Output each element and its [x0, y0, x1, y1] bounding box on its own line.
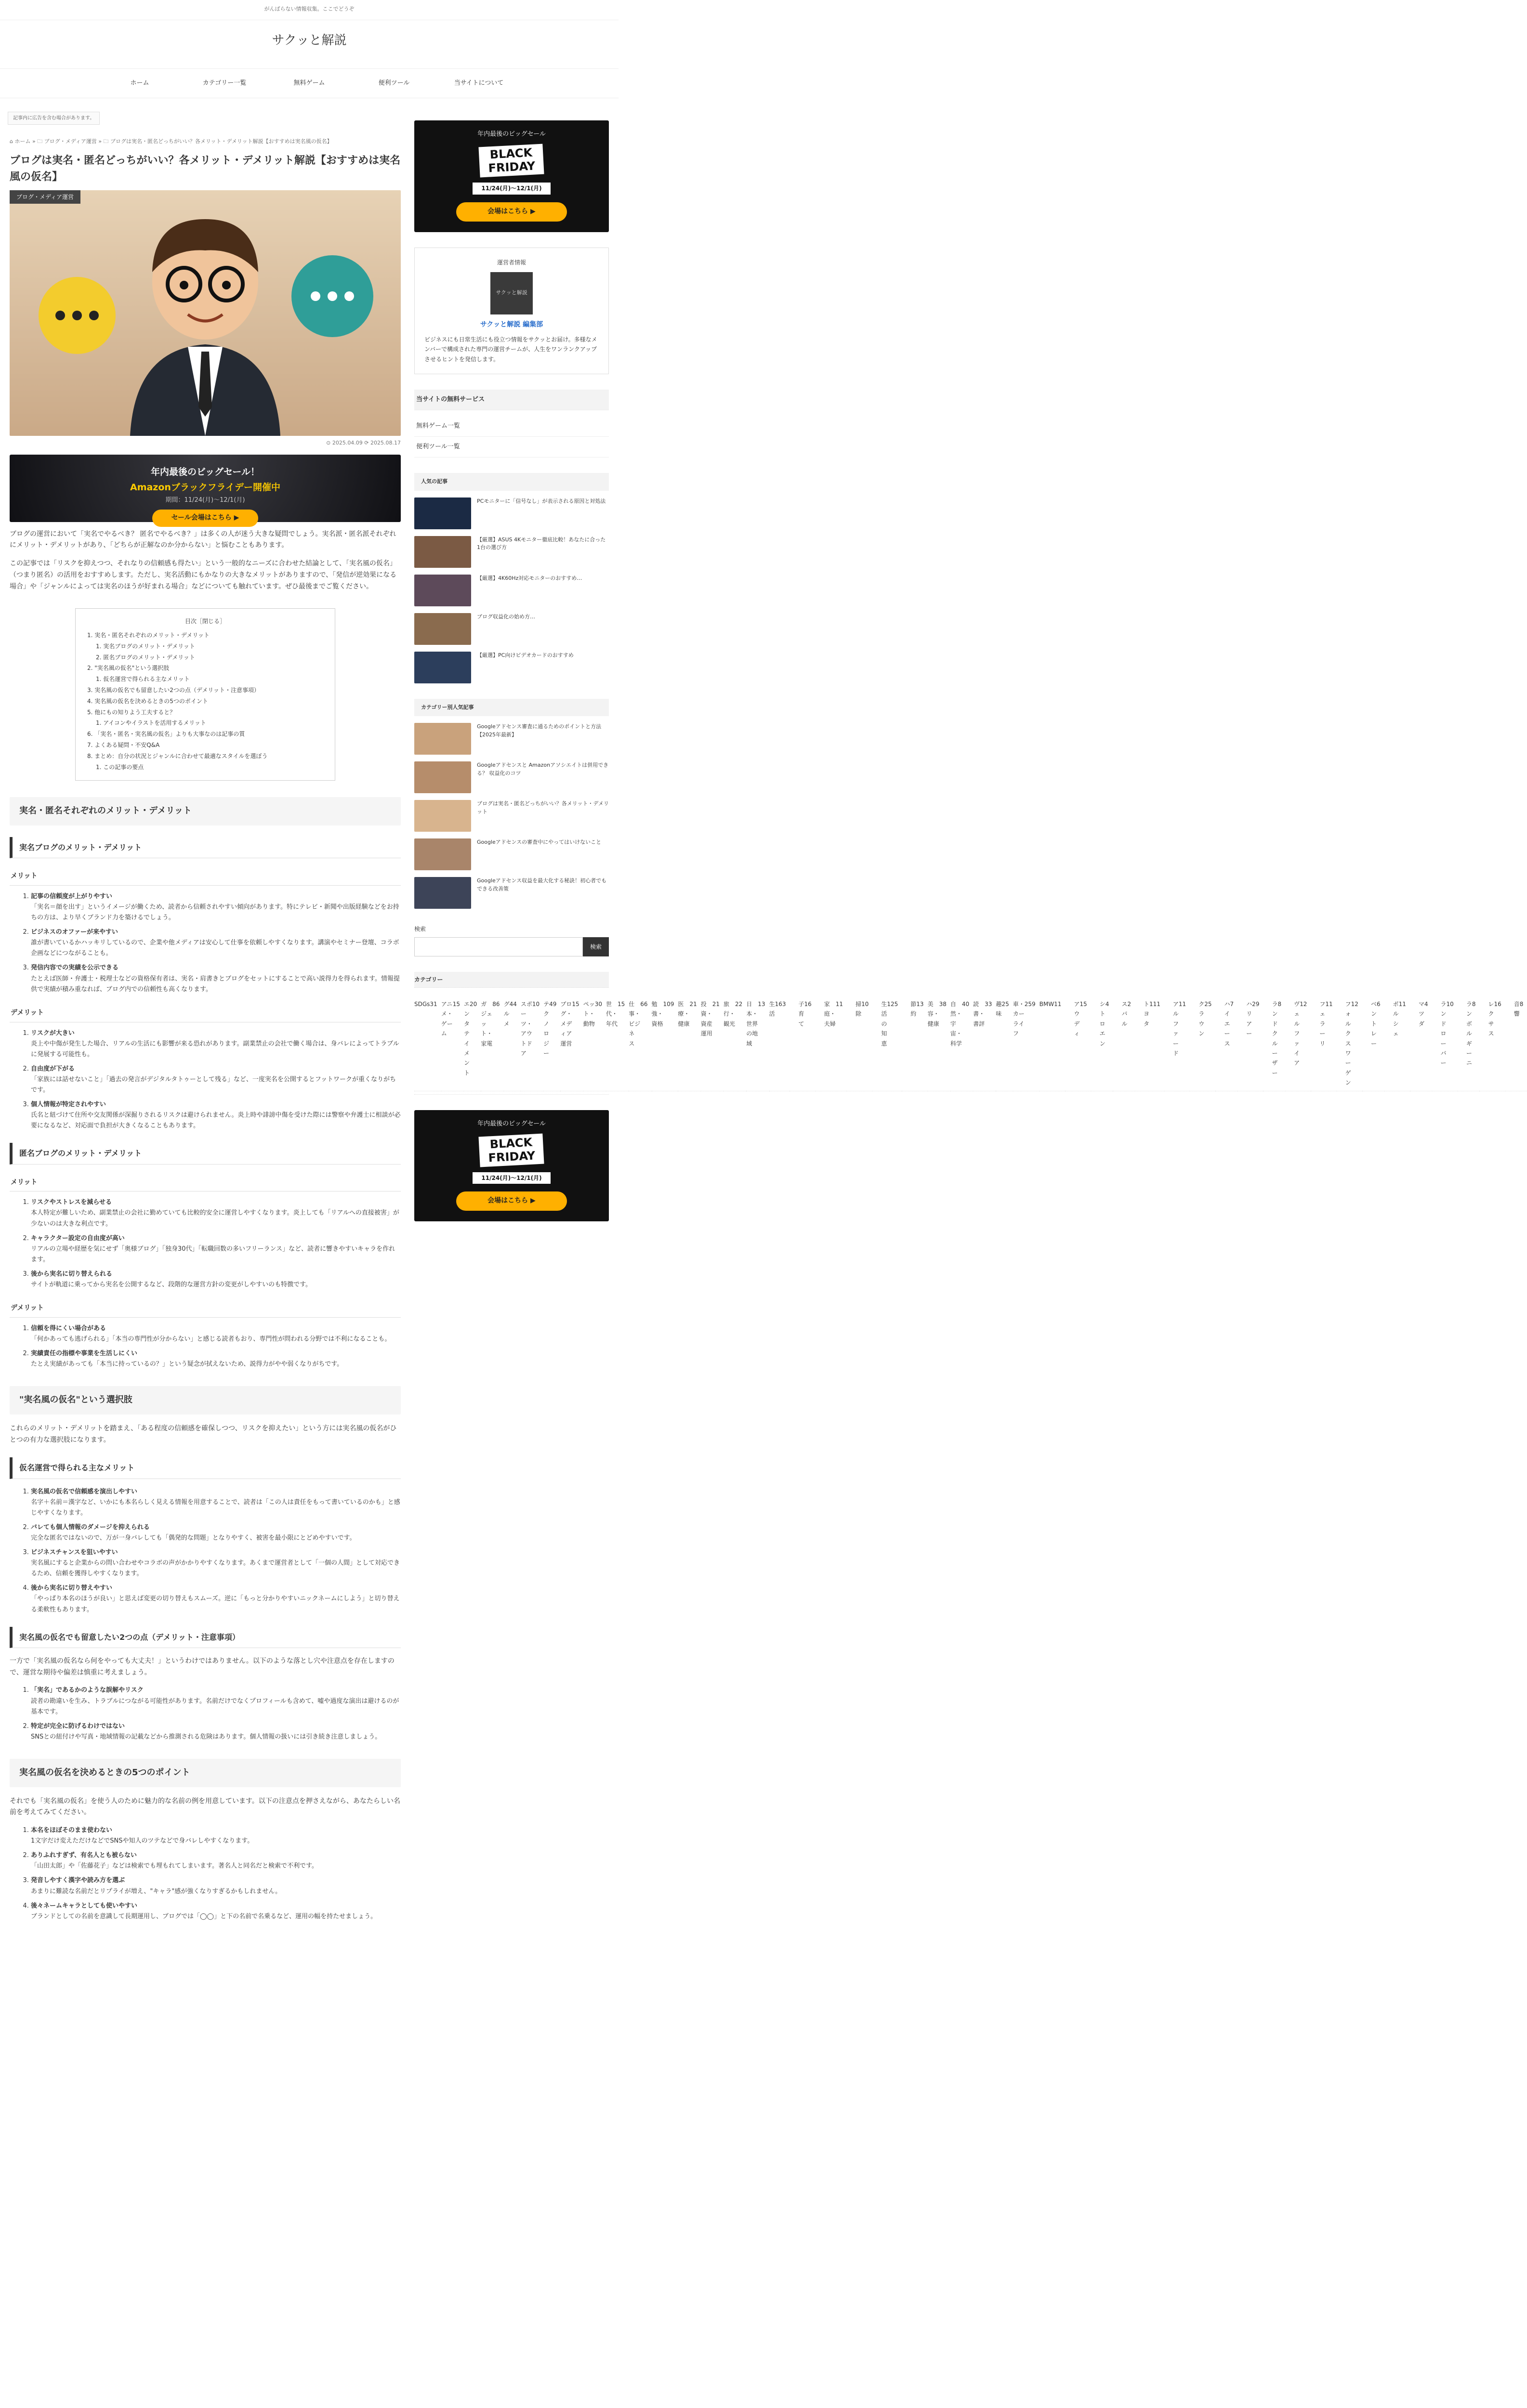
sale-button[interactable]: 会場はこちら ▶: [456, 202, 567, 222]
banner-period: 期間：11/24(月)〜12/1(月): [165, 497, 245, 504]
category-item[interactable]: 子育て 16: [790, 996, 815, 1091]
kana-demerits-list: [10, 1685, 401, 1742]
list-item: 3. ビジネスチャンスを狙いやすい 実名風にすると企業からの問い合わせやコラボの声がかかりやすくなります。あくまで運営者として「一個の人間」として対応できるため、信頼を獲得しやすくなります。: [31, 1547, 401, 1579]
popular-item[interactable]: PCモニターに「信号なし」が表示される原因と対処法: [414, 497, 609, 529]
list-item: 2. 自由度が下がる 「家族には話せないこと」「過去の発言がデジタルタトゥーとして残る」など、一度実名を公開するとフットワークが重くなりがちです。: [31, 1064, 401, 1096]
post-thumbnail: [414, 613, 471, 645]
list-item: 3. 個人情報が特定されやすい 氏名と紐づけて住所や交友関係が深掘りされるリスクは避けられません。炎上時や誹謗中傷を受けた際には警察や弁護士に相談が必要になるなど、対応面で負担が大きくなることもあります。: [31, 1099, 401, 1131]
merit-heading: メリット: [10, 868, 401, 886]
sale-date: 11/24(月)〜12/1(月): [473, 183, 550, 194]
list-item: 1. 実名風の仮名で信頼感を演出しやすい 名字＋名前＝漢字など、いかにも本名らしく見える情報を用意することで、読者は「この人は責任をもって書いているのかも」と感じやすくなります。: [31, 1487, 401, 1518]
category-item[interactable]: 読書・書評 33: [973, 996, 996, 1091]
post-dates: ⊙ 2025.04.09 ⟳ 2025.08.17: [326, 439, 401, 446]
category-item[interactable]: ペット・動物 30: [583, 996, 606, 1091]
list-item: 2. キャラクター設定の自由度が高い リアルの立場や経歴を気にせず「奥様ブログ」「独身30代」「転職回数の多いフリーランス」など、読者に響きやすいキャラを作れます。: [31, 1233, 401, 1265]
article-title: ブログは実名・匿名どっちがいい？各メリット・デメリット解説【おすすめは実名風の仮名】: [10, 154, 401, 183]
post-thumbnail: [414, 838, 471, 870]
category-label[interactable]: ブログ・メディア運営: [10, 190, 80, 204]
widget-title: 人気の記事: [414, 473, 609, 491]
admin-profile: [414, 248, 609, 374]
category-item[interactable]: ポルシェ 11: [1384, 996, 1410, 1091]
body-paragraph: これらのメリット・デメリットを踏まえ、「ある程度の信頼感を確保しつつ、リスクを抑えたい」という方には実名風の仮名がひとつの有力な選択肢になります。: [10, 1424, 397, 1444]
intro-paragraph: ブログの運営において「実名でやるべき？ 匿名でやるべき？」は多くの人が迷う大きな疑問でしょう。実名派・匿名派それぞれにメリット・デメリットがあり、「どちらが正解なのか分からない」と悩むこともあります。: [10, 530, 396, 550]
sale-button[interactable]: 会場はこちら ▶: [456, 1191, 567, 1211]
sidebar-sale-banner[interactable]: [414, 120, 609, 232]
post-thumbnail: [414, 761, 471, 793]
global-nav: [0, 68, 619, 98]
list-item: 3. 発信内容での実績を公示できる たとえば医師・弁護士・税理士などの資格保有者は、実名・肩書きとブログをセットにすることで高い説得力を得られます。情報提供で実績が積み重なれば、ブログ内での信頼性も高くなります。: [31, 963, 401, 995]
list-item: 4. 後々ネームキャラとしても使いやすい ブランドとしての名前を意識して長期運用し、ブログでは「◯◯」と下の名前で名乗るなど、運用の幅を持たせましょう。: [31, 1901, 401, 1922]
popular-item[interactable]: 【厳選】4K60Hz対応モニターのおすすめ…: [414, 575, 609, 606]
category-item[interactable]: ランドクルーザー 8: [1263, 996, 1285, 1091]
list-item: 1. 「実名」であるかのような誤解やリスク 読者の勘違いを生み、トラブルにつながる可能性があります。名前だけでなくプロフィールも含めて、嘘や過度な演出は避けるのが基本です。: [31, 1685, 401, 1717]
site-tagline: がんばらない情報収集。ここでどうぞ: [0, 0, 619, 20]
nav-home[interactable]: ホーム: [130, 79, 149, 87]
widget-title: カテゴリー別人気記事: [414, 699, 609, 717]
category-item[interactable]: 掃除 10: [847, 996, 872, 1091]
free-services: [414, 390, 609, 458]
category-item[interactable]: 美容・健康 38: [928, 996, 950, 1091]
toc-item[interactable]: 2. "実名風の仮名"という選択肢: [87, 665, 170, 672]
category-item[interactable]: エンタテイメント 20: [464, 996, 481, 1091]
category-post-item[interactable]: Googleアドセンスの審査中にやってはいけないこと: [414, 838, 609, 870]
post-thumbnail: [414, 652, 471, 683]
category-item[interactable]: スポーツ・アウトドア 10: [521, 996, 543, 1091]
search-widget: [414, 924, 609, 956]
category-item[interactable]: マツダ 4: [1410, 996, 1432, 1091]
post-thumbnail: [414, 536, 471, 568]
post-thumbnail: [414, 497, 471, 529]
category-item[interactable]: 音響 8: [1505, 996, 1527, 1091]
demerit-heading: デメリット: [10, 1300, 401, 1318]
sale-top-text: 年内最後のビッグセール: [477, 131, 546, 138]
nav-about[interactable]: 当サイトについて: [454, 79, 504, 87]
category-item[interactable]: アウディ 15: [1065, 996, 1091, 1091]
banner-line2: Amazonブラックフライデー開催中: [130, 482, 280, 493]
category-item[interactable]: 家庭・夫婦 11: [816, 996, 847, 1091]
category-item[interactable]: 仕事・ビジネス 66: [629, 996, 651, 1091]
popular-item[interactable]: ブログ収益化の始め方…: [414, 613, 609, 645]
article-main: [10, 116, 401, 2408]
list-item: 1. 本名をほぼそのまま使わない 1文字だけ変えただけなどでSNSや知人のツテなどで身バレしやすくなります。: [31, 1825, 401, 1846]
body-paragraph: 一方で「実名風の仮名なら何をやっても大丈夫！」というわけではありません。以下のような落とし穴や注意点を存在しますので、運営な期待や偏差は慎重に考えましょう。: [10, 1657, 395, 1676]
list-item: 3. 後から実名に切り替えられる サイトが軌道に乗ってから実名を公開するなど、段階的な運営方針の変更がしやすいのも特徴です。: [31, 1269, 401, 1290]
search-button[interactable]: 検索: [583, 937, 609, 956]
real-merits-list: [10, 891, 401, 995]
toc-item[interactable]: 1. 仮名運営で得られる主なメリット: [96, 676, 190, 683]
points-list: [10, 1825, 401, 1922]
category-post-item[interactable]: Googleアドセンス収益を最大化する秘訣！初心者でもできる改善策: [414, 877, 609, 909]
toc-item[interactable]: 3. 実名風の仮名でも留意したい2つの点（デメリット・注意事項）: [87, 686, 260, 694]
section-heading: 実名・匿名それぞれのメリット・デメリット: [10, 797, 401, 825]
category-list: [414, 972, 1524, 1095]
widget-title: カテゴリー: [414, 972, 609, 988]
banner-line1: 年内最後のビッグセール！: [150, 466, 260, 477]
category-item[interactable]: 世代・年代 15: [606, 996, 629, 1091]
toc-item[interactable]: 2. 匿名ブログのメリット・デメリット: [96, 654, 195, 661]
category-item[interactable]: フォルクスワーゲン 12: [1337, 996, 1362, 1091]
subsection-heading: 実名風の仮名でも留意したい2つの点（デメリット・注意事項）: [10, 1627, 401, 1648]
admin-description: ビジネスにも日常生活にも役立つ情報をサクッとお届け。多様なメンバーで構成された専門の運営チームが、人生をワンランクアップさせるヒントを発信します。: [424, 336, 597, 363]
black-friday-logo: BLACK FRIDAY: [479, 144, 545, 178]
post-thumbnail: [414, 575, 471, 606]
category-post-item[interactable]: ブログは実名・匿名どっちがいい？各メリット・デメリット: [414, 800, 609, 832]
list-item: 1. リスクやストレスを減らせる 本人特定が難しいため、副業禁止の会社に勤めていても比較的安全に運営しやすくなります。炎上しても「リアルへの直接被害」が少ないのは大きな利点です。: [31, 1197, 401, 1229]
category-post-item[interactable]: Googleアドセンスと Amazonアソシエイトは併用できる？ 収益化のコツ: [414, 761, 609, 793]
toc-item[interactable]: 1. 実名・匿名それぞれのメリット・デメリット: [87, 631, 210, 639]
post-thumbnail: [414, 723, 471, 755]
category-item[interactable]: 自然・宇宙・科学 40: [950, 996, 973, 1091]
category-item[interactable]: ヴェルファイア 12: [1285, 996, 1311, 1091]
search-title: 検索: [414, 926, 426, 933]
admin-label: 運営者情報: [497, 259, 526, 266]
list-item: 2. 特定が完全に防げるわけではない SNSとの紐付けや写真・地域情報の記載などから推測される危険はあります。個人情報の扱いには引き続き注意しましょう。: [31, 1721, 401, 1742]
list-item: 2. 実績責任の指標や事業を生活しにくい たとえ実績があっても「本当に持っているの？」という疑念が拭えないため、説得力がやや弱くなりがちです。: [31, 1348, 401, 1370]
category-item[interactable]: ハイエース 7: [1215, 996, 1237, 1091]
subsection-heading: 匿名ブログのメリット・デメリット: [10, 1143, 401, 1164]
black-friday-logo: BLACK FRIDAY: [479, 1133, 545, 1167]
category-item[interactable]: 投資・資産運用 21: [701, 996, 724, 1091]
category-popular-posts: [414, 699, 609, 909]
ad-notice: 記事内に広告を含む場合があります。: [8, 112, 100, 125]
nav-categories[interactable]: カテゴリー一覧: [202, 79, 247, 87]
category-post-item[interactable]: Googleアドセンス審査に通るためのポイントと方法【2025年最新】: [414, 723, 609, 755]
toc-title[interactable]: 目次［閉じる］: [184, 617, 225, 625]
category-item[interactable]: アニメ・ゲーム 15: [441, 996, 464, 1091]
list-item: 1. リスクが大きい 炎上や中傷が発生した場合、リアルの生活にも影響が来る恐れがあります。副業禁止の会社で働く場合は、身バレによってトラブルに発展する可能性も。: [31, 1028, 401, 1060]
table-of-contents: [75, 608, 335, 781]
category-item[interactable]: ガジェット・家電 86: [481, 996, 503, 1091]
toc-item[interactable]: 5. 他にもの知りよう工夫すると？: [87, 708, 176, 716]
section-heading: 実名風の仮名を決めるときの5つのポイント: [10, 1759, 401, 1787]
post-thumbnail: [414, 877, 471, 909]
category-item[interactable]: BMW 11: [1040, 996, 1066, 1091]
service-link[interactable]: 便利ツール一覧: [414, 437, 609, 458]
category-item[interactable]: 趣味 25: [996, 996, 1013, 1091]
category-item[interactable]: ランドローバー 10: [1432, 996, 1458, 1091]
popular-item[interactable]: 【厳選】ASUS 4Kモニター徹底比較！あなたに合った1台の選び方: [414, 536, 609, 568]
body-paragraph: それでも「実名風の仮名」を使う人のために魅力的な名前の例を用意しています。以下の注意点を押さえながら、あなたらしい名前を考えてみてください。: [10, 1797, 400, 1817]
category-item[interactable]: SDGs 31: [414, 996, 441, 1091]
anon-demerits-list: [10, 1323, 401, 1370]
list-item: 2. バレても個人情報のダメージを抑えられる 完全な匿名ではないので、万が一身バレしても「偶発的な問題」となりやすく、被害を最小限にとどめやすいです。: [31, 1522, 401, 1544]
character-illustration: [10, 190, 401, 436]
category-item[interactable]: フェラーリ 11: [1311, 996, 1336, 1091]
category-item[interactable]: 生活の知恵 125: [872, 996, 902, 1091]
list-item: 2. ありふれすぎず、有名人とも被らない 「山田太郎」や「佐藤花子」などは検索でも埋もれてしまいます。著名人と同名だと検索で不利です。: [31, 1850, 401, 1871]
popular-item[interactable]: 【厳選】PC向けビデオカードのおすすめ: [414, 652, 609, 683]
category-item[interactable]: グルメ 44: [504, 996, 521, 1091]
site-logo[interactable]: サクッと解説: [272, 33, 347, 48]
avatar: サクッと解説: [490, 272, 533, 314]
toc-item[interactable]: 8. まとめ：自分の状況とジャンルに合わせて最適なスタイルを選ぼう: [87, 752, 268, 759]
admin-name[interactable]: サクッと解説 編集部: [480, 321, 543, 329]
popular-posts: [414, 473, 609, 683]
banner-button[interactable]: セール会場はこちら ▶: [152, 510, 259, 527]
list-item: 4. 後から実名に切り替えやすい 「やっぱり本名のほうが良い」と思えば変更の切り替えもスムーズ。逆に「もっと分かりやすいニックネームにしよう」と切り替える柔軟性もあります。: [31, 1583, 401, 1615]
category-item[interactable]: ランボルギーニ 8: [1458, 996, 1480, 1091]
category-item[interactable]: 生活 163: [769, 996, 790, 1091]
list-item: 1. 記事の信頼度が上がりやすい 「実名＝顔を出す」というイメージが働くため、読者から信頼されやすい傾向があります。特にテレビ・新聞や出版経験などをお持ちの方は、より早くブランド力を築けるでしょう。: [31, 891, 401, 923]
category-item[interactable]: ベントレー 6: [1362, 996, 1384, 1091]
nav-tools[interactable]: 便利ツール: [378, 79, 410, 87]
category-item[interactable]: スバル 2: [1113, 996, 1135, 1091]
post-thumbnail: [414, 800, 471, 832]
category-item[interactable]: シトロエン 4: [1091, 996, 1113, 1091]
nav-games[interactable]: 無料ゲーム: [293, 79, 325, 87]
search-input[interactable]: [414, 937, 583, 956]
category-item[interactable]: アルファード 11: [1164, 996, 1190, 1091]
toc-item[interactable]: 1. アイコンやイラストを活用するメリット: [96, 720, 206, 727]
toc-item[interactable]: 6. 「実名・匿名・実名風の仮名」よりも大事なのは記事の質: [87, 731, 245, 738]
service-link[interactable]: 無料ゲーム一覧: [414, 416, 609, 437]
demerit-heading: デメリット: [10, 1005, 401, 1022]
list-item: 1. 信頼を得にくい場合がある 「何かあっても逃げられる」「本当の専門性が分からない」と感じる読者もおり、専門性が問われる分野では不利になることも。: [31, 1323, 401, 1345]
eyecatch-image: [10, 190, 401, 436]
breadcrumb[interactable]: ⌂ ホーム » 🗀 ブログ・メディア運営 » 🗀 ブログは実名・匿名どっちがいい？各メリット・デメリット解説【おすすめは実名風の仮名】: [10, 138, 332, 145]
category-item[interactable]: ブログ・メディア運営 15: [560, 996, 583, 1091]
category-item[interactable]: 医療・健康 21: [678, 996, 700, 1091]
sidebar: [414, 120, 1524, 2408]
category-item[interactable]: 旅行・観光 22: [724, 996, 746, 1091]
list-item: 3. 発音しやすく漢字や読み方を選ぶ あまりに難読な名前だとリプライが増え、"キャラ"感が強くなりすぎるかもしれません。: [31, 1875, 401, 1897]
category-item[interactable]: クラウン 25: [1190, 996, 1215, 1091]
toc-item[interactable]: 4. 実名風の仮名を決めるときの5つのポイント: [87, 697, 208, 705]
list-item: 2. ビジネスのオファーが来やすい 誰が書いているかハッキリしているので、企業や他メディアは安心して仕事を依頼しやすくなります。講演やセミナー登壇、コラボ企画などにつながることも。: [31, 927, 401, 959]
kana-merits-list: [10, 1487, 401, 1615]
toc-item[interactable]: 1. この記事の要点: [96, 763, 144, 771]
intro-paragraph: この記事では「リスクを抑えつつ、それなりの信頼感も得たい」という一般的なニーズに合わせた結論として、「実名風の仮名」（つまり匿名）の活用をおすすめします。ただし、実名活動にもかなりの大きなメリットがありますので、「発信が逆効果になる場合」や「ジャンルによっては実名のほうが好まれる場合」などについても触れています。ぜひ最後までご覧ください。: [10, 560, 397, 590]
sale-banner[interactable]: [10, 455, 401, 522]
subsection-heading: 実名ブログのメリット・デメリット: [10, 837, 401, 858]
real-demerits-list: [10, 1028, 401, 1132]
anon-merits-list: [10, 1197, 401, 1290]
subsection-heading: 仮名運営で得られる主なメリット: [10, 1457, 401, 1479]
sidebar-sale-banner-bottom[interactable]: [414, 1110, 609, 1221]
category-item[interactable]: 節約 13: [902, 996, 927, 1091]
widget-title: 当サイトの無料サービス: [414, 390, 609, 410]
merit-heading: メリット: [10, 1174, 401, 1192]
category-item[interactable]: レクサス 16: [1479, 996, 1505, 1091]
category-item[interactable]: ハリアー 29: [1237, 996, 1263, 1091]
category-item[interactable]: 勉強・資格 109: [652, 996, 678, 1091]
toc-item[interactable]: 1. 実名ブログのメリット・デメリット: [96, 642, 195, 650]
toc-item[interactable]: 7. よくある疑問・不安Q&A: [87, 741, 160, 748]
category-item[interactable]: 日本・世界の地域 13: [746, 996, 769, 1091]
sale-date: 11/24(月)〜12/1(月): [473, 1172, 550, 1184]
category-item[interactable]: 車・カーライフ 259: [1013, 996, 1040, 1091]
category-item[interactable]: トヨタ 111: [1135, 996, 1164, 1091]
category-item[interactable]: テクノロジー 49: [543, 996, 560, 1091]
section-heading: "実名風の仮名"という選択肢: [10, 1386, 401, 1414]
sale-top-text: 年内最後のビッグセール: [477, 1120, 546, 1127]
